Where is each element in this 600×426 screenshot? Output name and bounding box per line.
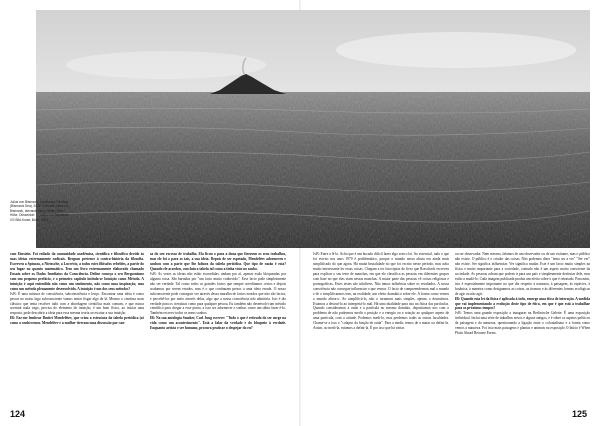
right-page-column-1: [313, 252, 449, 412]
interview-answer: JvB: As vezes as ideias não estão escondidas, andam por aí, apenas estão bloqueadas por alguma coisa. São barradas por "um facto muito conhecido". Esse facto pode simplesmente não ser verdade. Tal como todos os grandes factos que sempre acreditamos certos e depois acabamos por serem errados, mas é o que continuam presos a uma ideia errada. O nosso subconsciente pode conseguir ver através dessa muralha de factos errados que não são factos, e percebê-los por meio através delas, algo que a nossa consciência não admitiria. Isto é tão verdade para os cientistas como para qualquer pessoa. Eu também não desenvolvi um método científico para chegar a esse ponto, a isso ser adormecer e sonhar, como um sábio fazer é-lo. Também escrevo todos os meus sonhos.: [150, 271, 286, 316]
interview-paragraph: com Einstein. Foi exilado da comunidade académica, científica e filosófica devido às suas ideias extremamente radicais. Bergson pertence à contra-história da filosofia. Escreveu a Spinoza, a Nietzsche, a Lucrécio, a todos estes filósofos rebeldes, a partir do seu lugar no quanto matemático. Tem um livro extremamente elaborado chamado Ensaio sobre os Dados Imediatos da Consciência. Define começa o seu Bergsonismo com um pequeno prefácio, e o primeiro capítulo intitula-se Intuição como Método. A intuição é aqui entendida não como um sentimento, não como uma inspiração, mas como um método plenamente desenvolvido. A intuição é um dos seus métodos?: [10, 252, 144, 291]
interview-question: IB: Faz-me lembrar Dmitri Mendeléiev, que criou a estrutura da tabela periódica (só como a conhecemos. Mendeléev e a mulher tiveram uma discussão por cau-: [10, 316, 144, 326]
page-number-right: 125: [572, 409, 588, 419]
interview-paragraph: sa do seu excesso de trabalho. Ela ficou o para a dona que fizessem os seus trabalhos, mas ele foi o para os tais, a sua ideia. Depois de ser espetado, Mendeléev adormeceu e sonhou com a parte que lhe faltava da tabela periódica. Que tipo de razão é esta? Quando ele acordou, concluiu a tabela tal como a tinha visto no sonho.: [150, 252, 286, 271]
caption-line: Bismarck, alexander levy, Berlin, Sies +: [10, 208, 66, 213]
volcanic-island-seascape-photo: [36, 10, 590, 248]
photo-caption: [10, 200, 70, 222]
left-page-column-2: [150, 252, 286, 412]
interview-question: IB: Na sua antologia Smoker, Carl Jung escreve: "Tudo o que é retirado do ser surge na vida como um acontecimento". Está a falar da verdade e do bloqueio à verdade. Enquanto artista e ser humano, procura praticar o despejar do eu?: [150, 316, 286, 331]
left-page-column-1: [10, 252, 144, 412]
interview-answer: JvB: É uma mistura de consciência, subconsciência e lenço. Encontrar uma ideia é como pescar no nosso lago subconsciente vamos tentar fisgar algo de lá. Mesmo o cientista mais clássico que tenta resolver tudo com a abordagem científica mais comum, e que nunca acertará nada vago, precisa do elemento de intuição, é um bom físico, ao iniciar uma resposta, pode descobrir a ideia para essa mesma teoria ao escutar a sua intuição.: [10, 291, 144, 316]
caption-line: (Bismarck Sea), 2022. Cortesia Julius von: [10, 204, 70, 209]
caption-line: VG Bild-Kunst, Bonn, 2023: [10, 217, 49, 222]
interview-question: IB: Quando esta lei da física é aplicada à todo, emerge uma ética de interação. A medida que vai implementando a evolução deste tipo de ética, em que é que está a trabalhar para os próximos tempos?: [455, 296, 590, 311]
landscape-photo: [36, 10, 590, 248]
interview-answer: JvB: Entre a lé lo. Acho que é um bocado difícil fazer algo sem o lei. Ao essencial, tudo o que foi escrito nos anos 1970 é problemático, porque o mundo nessa altura era ainda mais simplificado do que agora. Há muita brutalidade no que foi escrito nesse período, mas acho muito interessante ler essas coisas. Chegam a ter fotocópias do livro que Rorschach escreveu para explicar o seu teste de manchas, em que ele classifica as pessoas em diferentes grupos com base no que elas viam nessas manchas. A maior parte das pessoas vê coisas religiosas e pornográficas. Estes testes são infalíveis. Não temos influência sobre os resultados. A nossa consciência não consegue influenciar o que vemos. O facto de compreendermos mal o mundo e de o simplificarmos tem, na realidade, um efeito dramático sobre ele. A forma como vemos o mundo altera-o. Ao simplificá-lo, não o tornamos mais simples, apenas o destruímos. Estamos a destruí-lo ao interpretá-lo mal. Há uma dualidade para isto na física das partículas. Quando consideramos a onda e a partícula no mesmo domínio, depositamos nos com o problema de não podermos medir a posição e a energia ou a rotação ao qualquer aspeto de uma partícula, com a atitude. Podemos medi-lo, mas perdemos todas as outras faculdades. Chama-se a isso o "colapso da função de onda". Para a medir, temos de a matar ou defini-la. Assim, ao medi-la, estamos a defini-la. É por isso que há várias: [313, 252, 449, 331]
interview-answer: JvB: Temos uma grande exposição a inaugurar na Berlinische Galerie. É uma exposição individual. Inclui uma série de trabalhos novos e alguns antigos, e é sobre os aspetos políticos da paisagem e da natureza, questionando a ligação entre o colonialismo e a forma como vemos a natureza. Foi isso mais paisagens e plantas e animais na exposição O Início é When Plaits Ahead Become Forms.: [455, 311, 590, 336]
page-number-left: 124: [10, 409, 26, 419]
right-page-column-2: [455, 252, 590, 412]
interview-answer: ou ser observador. Nem mesmo, falamos de um observador ou de um visitante, mas o público não existe. O público é o criador das coisas. Não podemos dizer "tento ser a ver" "Ser ver" não existe. Ser significa influenciar. Ver significa mudar. Este é um facto muito simples na física e muito importante para a sociedade, contudo não é um aspeto muito consciente da sociedade. As pessoas acham que podem ir para um país e simplesmente desfrutar dele, mas estão a mudá-lo. Cada imagem publicada produz um efeito sobre o que é retratado. Para mim, isto é especialmente importante no que diz respeito à natureza, à paisagem, às espécies, à botânica, à maneira como designamos as coisas, as tiramos e às diferentes formas ecológicas de agir ou não agir.: [455, 252, 590, 296]
caption-line: Julius von Bismarck, Landscape Painting: [10, 200, 68, 204]
caption-line: Höke, Düsseldorf. © Julius von Bismarck,: [10, 213, 69, 218]
